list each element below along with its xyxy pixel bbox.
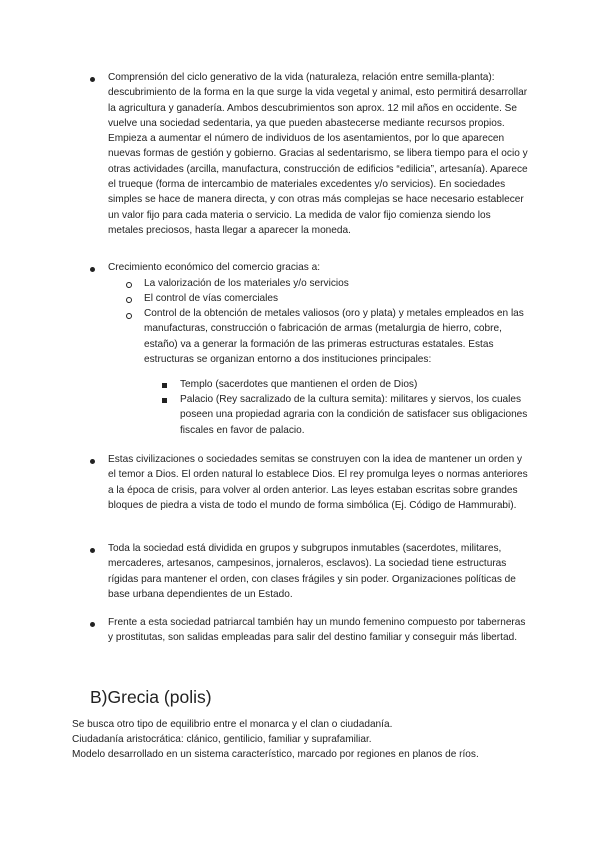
bullet-dot-icon (90, 77, 95, 82)
bullet-square-icon (162, 398, 167, 403)
list-item-mundo-femenino: Frente a esta sociedad patriarcal también hay un mundo femenino compuesto por taberneras y prostitutas, son salidas empleadas para salir del destino familiar y conseguir más libertad. (108, 617, 526, 644)
bullet-ring-icon (126, 297, 132, 303)
bullet-dot-icon (90, 267, 95, 272)
sub-item-control-vias: El control de vías comerciales (144, 293, 279, 304)
list-item-ciclo-generativo: Comprensión del ciclo generativo de la vida (naturaleza, relación entre semilla-planta): descubrimiento de la forma en la que surge la vida vegetal y animal, esto permitirá desarrollar la agricultura y ganadería. Ambos descubrimientos son aprox. 12 mil años en occidente. Se vuelve una sociedad sedentaria, ya que pueden abastecerse mediante recursos propios. Empieza a aumentar el número de individuos de los asentamientos, por lo que aparecen nuevas formas de gestión y gobierno. Gracias al sedentarismo, se libera tiempo para el ocio y otras actividades (arcilla, manufactura, construcción de edificios “edilicia”, artesanía). Aparece el trueque (forma de intercambio de materiales excedentes y/o servicios). En sociedades simples se hace de manera directa, y con otras más complejas se hace necesario establecer un valor fijo para cada materia o servicio. La medida de valor fijo comienza siendo los metales preciosos, hasta llegar a aparecer la moneda. (108, 72, 528, 236)
bullet-square-icon (162, 383, 167, 388)
section-heading-grecia: B)Grecia (polis) (90, 687, 212, 707)
subsub-item-palacio: Palacio (Rey sacralizado de la cultura semita): militares y siervos, los cuales poseen una propiedad agraria con la condición de satisfacer sus obligaciones fiscales en favor de palacio. (180, 394, 528, 436)
sub-item-control-metales: Control de la obtención de metales valiosos (oro y plata) y metales empleados en las manufacturas, construcción o fabricación de armas (metalurgia de hierro, cobre, estaño) va a generar la formación de las primeras estructuras estatales. Estas estructuras se organizan entorno a dos instituciones principales: (144, 308, 524, 365)
sub-item-valorizacion: La valorización de los materiales y/o servicios (144, 278, 349, 289)
paragraph-modelo: Modelo desarrollado en un sistema característico, marcado por regiones en planos de ríos. (72, 749, 479, 760)
list-item-sociedad-dividida: Toda la sociedad está dividida en grupos y subgrupos inmutables (sacerdotes, militares, mercaderes, artesanos, campesinos, jornaleros, esclavos). La sociedad tiene estructuras rígidas para mantener el orden, con clases frágiles y sin poder. Organizaciones políticas de base urbana dependientes de un Estado. (108, 543, 516, 600)
bullet-dot-icon (90, 548, 95, 553)
bullet-dot-icon (90, 459, 95, 464)
bullet-ring-icon (126, 282, 132, 288)
paragraph-ciudadania: Ciudadanía aristocrática: clánico, gentilicio, familiar y suprafamiliar. (72, 734, 372, 745)
subsub-item-templo: Templo (sacerdotes que mantienen el orden de Dios) (180, 379, 418, 390)
bullet-dot-icon (90, 622, 95, 627)
list-item-civilizaciones-semitas: Estas civilizaciones o sociedades semitas se construyen con la idea de mantener un orden y el temor a Dios. El orden natural lo establece Dios. El rey promulga leyes o normas anteriores a la época de crisis, para volver al orden anterior. Las leyes estaban escritas sobre grandes bloques de piedra a vista de todo el mundo de forma simbólica (Ej. Código de Hammurabi). (108, 454, 528, 511)
bullet-ring-icon (126, 313, 132, 319)
paragraph-equilibrio: Se busca otro tipo de equilibrio entre el monarca y el clan o ciudadanía. (72, 719, 393, 730)
list-item-crecimiento-economico: Crecimiento económico del comercio gracias a: (108, 262, 321, 273)
